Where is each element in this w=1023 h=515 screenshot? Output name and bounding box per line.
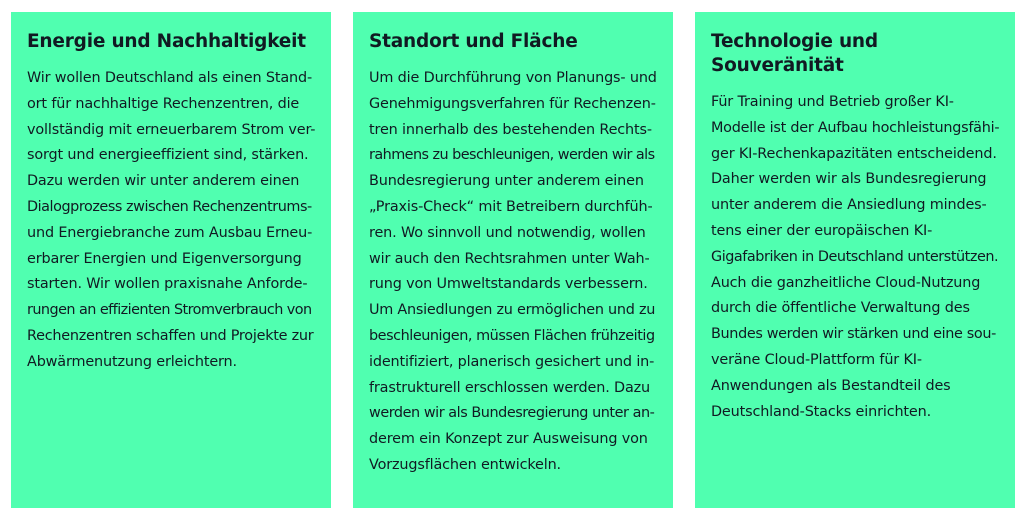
body-line: Bundes werden wir stärken und eine sou-: [711, 326, 996, 343]
body-line: identifiziert, planerisch gesichert und in-: [369, 353, 655, 370]
body-line: veräne Cloud-Plattform für KI-: [711, 351, 922, 368]
body-line: Bundesregierung unter anderem einen: [369, 173, 644, 190]
body-line: tens einer der europäischen KI-: [711, 222, 933, 239]
card-title: Technologie und Souveränität: [711, 31, 878, 76]
body-line: ren. Wo sinnvoll und notwendig, wollen: [369, 224, 646, 241]
card-body: [711, 90, 999, 425]
card-body: [27, 66, 315, 376]
body-line: rahmens zu beschleunigen, werden wir als: [369, 147, 655, 164]
body-line: Deutschland-Stacks einrichten.: [711, 403, 932, 420]
body-line: „Praxis-Check“ mit Betreibern durchfüh-: [369, 198, 653, 215]
body-line: sorgt und energieeffizient sind, stärken.: [27, 147, 309, 164]
body-line: rungen an effizienten Stromverbrauch von: [27, 302, 312, 319]
body-line: wir auch den Rechtsrahmen unter Wah-: [369, 250, 650, 267]
body-line: und Energiebranche zum Ausbau Erneu-: [27, 224, 313, 241]
card-standort-flaeche: [353, 12, 673, 508]
body-line: Vorzugsflächen entwickeln.: [369, 456, 561, 473]
body-line: Modelle ist der Aufbau hochleistungsfähi-: [711, 119, 1000, 136]
body-line: Genehmigungsverfahren für Rechenzen-: [369, 95, 656, 112]
body-line: ger KI-Rechenkapazitäten entscheidend.: [711, 145, 997, 162]
body-line: unter anderem die Ansiedlung mindes-: [711, 197, 987, 214]
body-line: Dialogprozess zwischen Rechenzentrums-: [27, 198, 312, 215]
body-line: frastrukturell erschlossen werden. Dazu: [369, 379, 651, 396]
body-line: Gigafabriken in Deutschland unterstützen.: [711, 248, 999, 265]
body-line: tren innerhalb des bestehenden Rechts-: [369, 121, 652, 138]
body-line: durch die öffentliche Verwaltung des: [711, 300, 970, 317]
body-line: werden wir als Bundesregierung unter an-: [369, 405, 655, 422]
body-line: beschleunigen, müssen Flächen frühzeitig: [369, 327, 655, 344]
card-title: Standort und Fläche: [369, 31, 578, 52]
body-line: erbarer Energien und Eigenversorgung: [27, 250, 302, 267]
body-line: starten. Wir wollen praxisnahe Anforde-: [27, 276, 308, 293]
body-line: Abwärmenutzung erleichtern.: [27, 353, 237, 370]
body-line: Anwendungen als Bestandteil des: [711, 377, 951, 394]
body-line: Für Training und Betrieb großer KI-: [711, 94, 954, 110]
body-line: Rechenzentren schaffen und Projekte zur: [27, 327, 314, 344]
card-energie-nachhaltigkeit: [11, 12, 331, 508]
body-line: vollständig mit erneuerbarem Strom ver-: [27, 121, 316, 138]
body-line: Um die Durchführung von Planungs- und: [369, 70, 657, 86]
card-body: [369, 66, 657, 479]
card-technologie-souveraenitaet: [695, 12, 1015, 508]
body-line: Um Ansiedlungen zu ermöglichen und zu: [369, 302, 656, 319]
card-title: Energie und Nachhaltigkeit: [27, 31, 306, 52]
body-line: Daher werden wir als Bundesregierung: [711, 171, 987, 188]
body-line: Dazu werden wir unter anderem einen: [27, 173, 300, 190]
body-line: Wir wollen Deutschland als einen Stand-: [27, 70, 312, 86]
body-line: rung von Umweltstandards verbessern.: [369, 276, 648, 293]
body-line: ort für nachhaltige Rechenzentren, die: [27, 95, 300, 112]
body-line: derem ein Konzept zur Ausweisung von: [369, 431, 648, 448]
body-line: Auch die ganzheitliche Cloud-Nutzung: [711, 274, 981, 291]
